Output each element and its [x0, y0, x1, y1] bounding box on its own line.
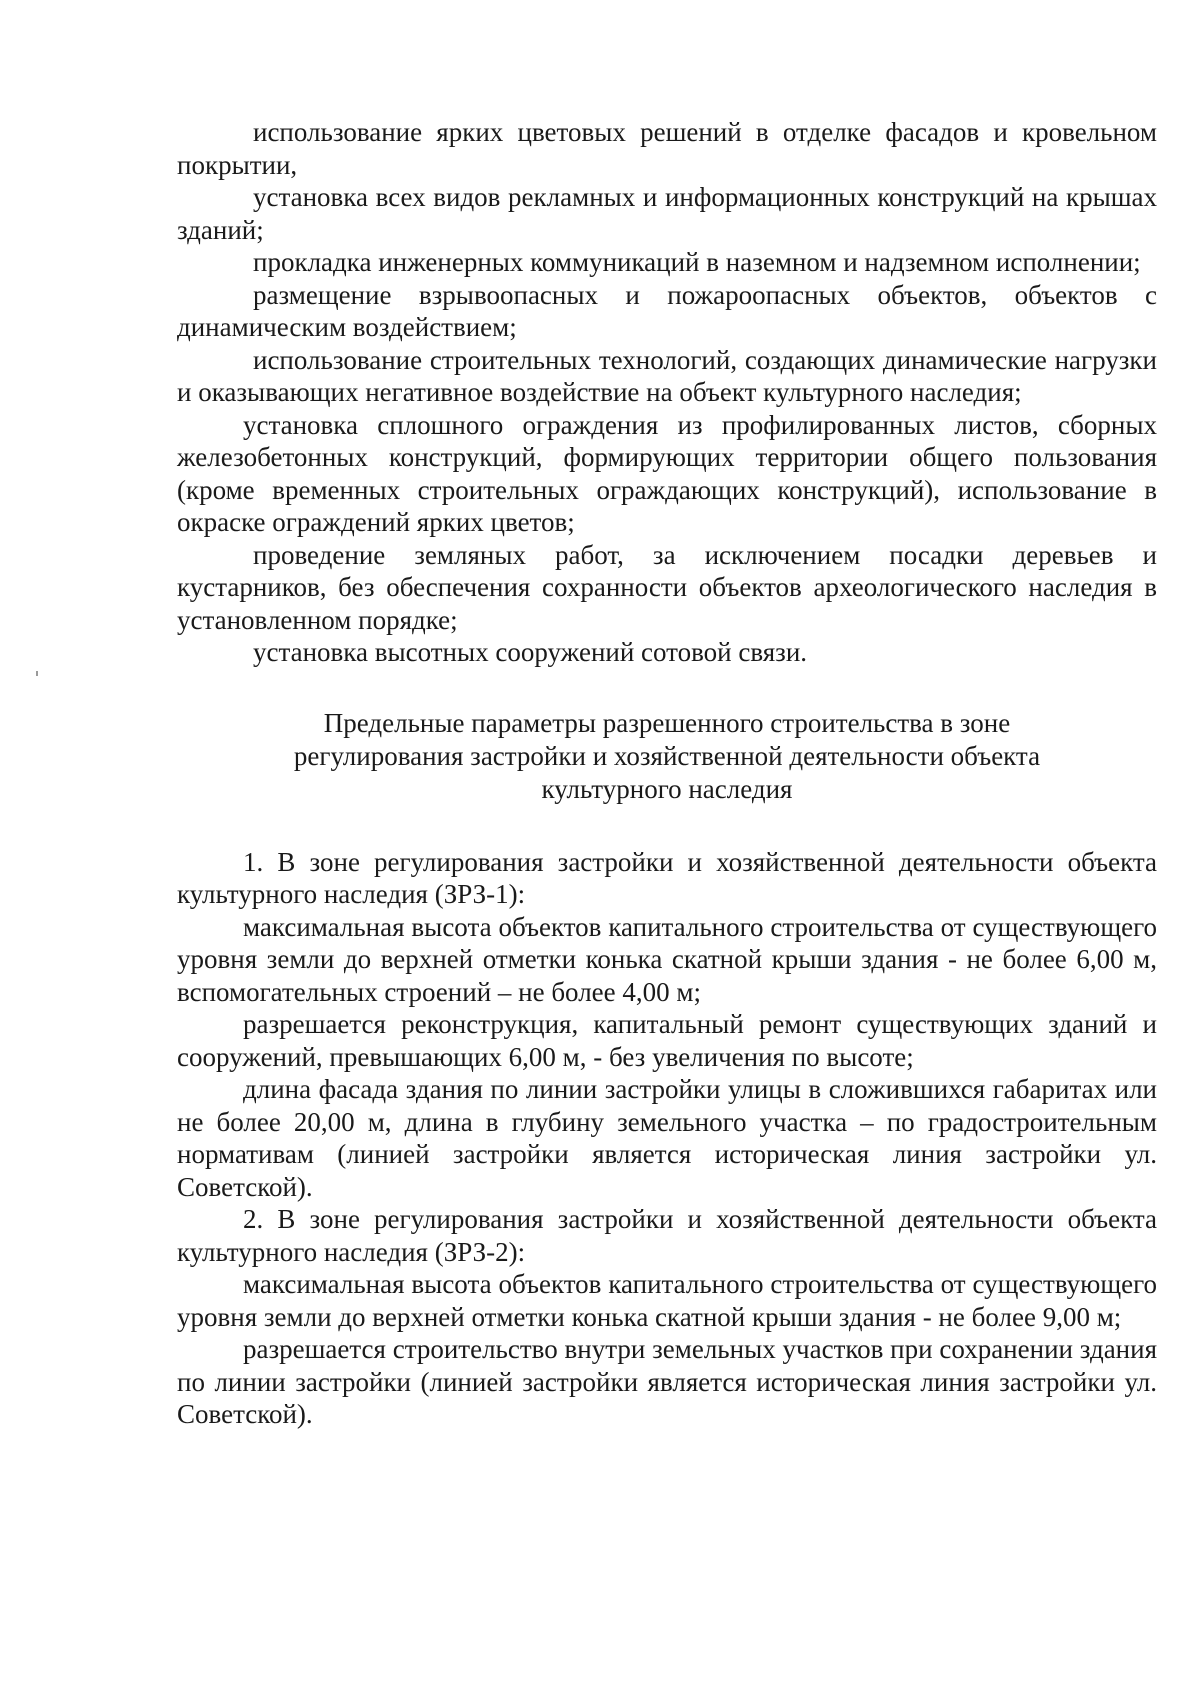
paragraph-utilities: прокладка инженерных коммуникаций в наземном и надземном исполнении;: [253, 247, 1141, 277]
paragraph-fencing: установка сплошного ограждения из профилированных листов, сборных железобетонных конструкций, формирующих территории общего пользования (кроме временных строительных ограждающих конструкций), использование в окраске ограждений ярких цветов;: [177, 409, 1157, 537]
paragraph-advertising: установка всех видов рекламных и информационных конструкций на крышах зданий;: [177, 182, 1157, 245]
paragraph-bright-colors: использование ярких цветовых решений в отделке фасадов и кровельном покрытии,: [177, 117, 1157, 180]
section-heading-line-2: регулирования застройки и хозяйственной деятельности объекта: [293, 740, 1041, 771]
paragraph-construction-tech: использование строительных технологий, создающих динамические нагрузки и оказывающих негативное воздействие на объект культурного наследия;: [177, 344, 1157, 407]
paragraph-cell-towers: установка высотных сооружений сотовой связи.: [253, 637, 808, 667]
paragraph-earthworks: проведение земляных работ, за исключением посадки деревьев и кустарников, без обеспечения сохранности объектов археологического наследия в установленном порядке;: [177, 539, 1157, 635]
paragraph-zone-2-intro: 2. В зоне регулирования застройки и хозяйственной деятельности объекта культурного наследия (ЗРЗ-2):: [177, 1204, 1157, 1267]
document-body: [177, 116, 1157, 1431]
section-heading-line-3: культурного наследия: [541, 773, 793, 804]
scan-speck: [36, 671, 38, 676]
paragraph-zone-2-construction: разрешается строительство внутри земельных участков при сохранении здания по линии застройки (линией застройки является историческая линия застройки ул. Советской).: [177, 1334, 1157, 1429]
paragraph-zone-1-facade: длина фасада здания по линии застройки улицы в сложившихся габаритах или не более 20,00 м, длина в глубину земельного участка – по градостроительным нормативам (линией застройки является историческая линия застройки ул. Советской).: [177, 1074, 1157, 1202]
section-heading-line-1: Предельные параметры разрешенного строительства в зоне: [323, 707, 1011, 738]
paragraph-zone-1-intro: 1. В зоне регулирования застройки и хозяйственной деятельности объекта культурного наследия (ЗРЗ-1):: [177, 846, 1157, 909]
section-heading: [177, 707, 1157, 806]
paragraph-zone-2-height: максимальная высота объектов капитального строительства от существующего уровня земли до верхней отметки конька скатной крыши здания - не более 9,00 м;: [177, 1269, 1157, 1332]
paragraph-zone-1-height: максимальная высота объектов капитального строительства от существующего уровня земли до верхней отметки конька скатной крыши здания - не более 6,00 м, вспомогательных строений – не более 4,00 м;: [177, 911, 1157, 1007]
paragraph-zone-1-reconstruction: разрешается реконструкция, капитальный ремонт существующих зданий и сооружений, превышающих 6,00 м, - без увеличения по высоте;: [177, 1009, 1157, 1072]
paragraph-hazardous-objects: размещение взрывоопасных и пожароопасных объектов, объектов с динамическим воздействием;: [177, 279, 1157, 342]
